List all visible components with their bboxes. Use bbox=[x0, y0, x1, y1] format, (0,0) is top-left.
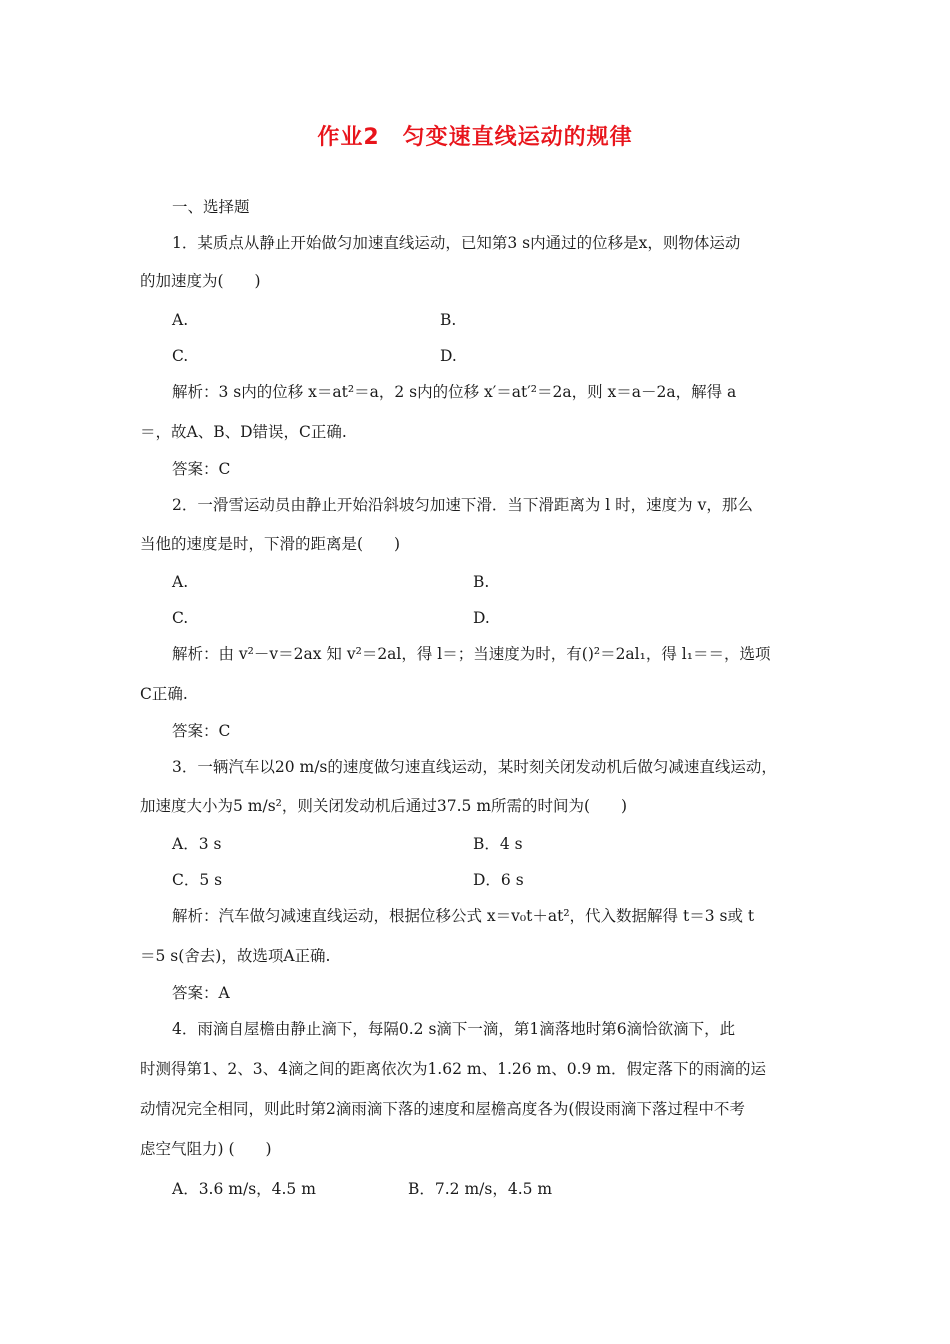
q4-option-b: B．7.2 m/s，4.5 m bbox=[408, 1180, 553, 1198]
q2-option-d: D. bbox=[473, 609, 490, 627]
q3-option-c: C．5 s bbox=[172, 871, 223, 889]
q4-option-a: A．3.6 m/s，4.5 m bbox=[172, 1180, 316, 1198]
q2-analysis-line2: C正确. bbox=[140, 685, 188, 703]
q4-stem-line4: 虑空气阻力) ( ) bbox=[140, 1140, 272, 1158]
q2-analysis-line1: 解析：由 v²－v＝2ax 知 v²＝2al，得 l＝；当速度为时，有()²＝2al₁，得 l₁＝＝，选项 bbox=[172, 645, 771, 663]
q2-option-a: A. bbox=[172, 573, 189, 591]
q1-stem-line2: 的加速度为( ) bbox=[140, 272, 261, 290]
section-heading: 一、选择题 bbox=[172, 198, 250, 216]
q3-option-d: D．6 s bbox=[473, 871, 524, 889]
q2-option-b: B. bbox=[473, 573, 490, 591]
q3-stem-line2: 加速度大小为5 m/s²，则关闭发动机后通过37.5 m所需的时间为( ) bbox=[140, 797, 628, 815]
q3-analysis-line2: ＝5 s(舍去)，故选项A正确. bbox=[140, 947, 331, 965]
q3-analysis-line1: 解析：汽车做匀减速直线运动，根据位移公式 x＝v₀t＋at²，代入数据解得 t＝3 s或 t bbox=[172, 907, 755, 925]
q4-stem-line1: 4．雨滴自屋檐由静止滴下，每隔0.2 s滴下一滴，第1滴落地时第6滴恰欲滴下，此 bbox=[172, 1020, 736, 1038]
q4-stem-line3: 动情况完全相同，则此时第2滴雨滴下落的速度和屋檐高度各为(假设雨滴下落过程中不考 bbox=[140, 1100, 745, 1118]
q3-option-b: B．4 s bbox=[473, 835, 523, 853]
q2-stem-line2: 当他的速度是时，下滑的距离是( ) bbox=[140, 535, 401, 553]
q1-answer: 答案：C bbox=[172, 460, 231, 478]
q1-stem-line1: 1．某质点从静止开始做匀加速直线运动，已知第3 s内通过的位移是x，则物体运动 bbox=[172, 234, 741, 252]
q4-stem-line2: 时测得第1、2、3、4滴之间的距离依次为1.62 m、1.26 m、0.9 m．假定落下的雨滴的运 bbox=[140, 1060, 766, 1078]
q1-analysis-line1: 解析：3 s内的位移 x＝at²＝a，2 s内的位移 x′＝at′²＝2a，则 x＝a－2a，解得 a bbox=[172, 383, 737, 401]
q1-option-d: D. bbox=[440, 347, 457, 365]
q2-stem-line1: 2．一滑雪运动员由静止开始沿斜坡匀加速下滑．当下滑距离为 l 时，速度为 v，那么 bbox=[172, 496, 753, 514]
page-title: 作业2 匀变速直线运动的规律 bbox=[317, 125, 633, 150]
q3-option-a: A．3 s bbox=[172, 835, 222, 853]
q2-option-c: C. bbox=[172, 609, 189, 627]
q1-option-c: C. bbox=[172, 347, 189, 365]
q1-option-a: A. bbox=[172, 311, 189, 329]
q3-stem-line1: 3．一辆汽车以20 m/s的速度做匀速直线运动，某时刻关闭发动机后做匀减速直线运动， bbox=[172, 758, 777, 776]
q3-answer: 答案：A bbox=[172, 984, 230, 1002]
q1-option-b: B. bbox=[440, 311, 457, 329]
q1-analysis-line2: ＝，故A、B、D错误，C正确. bbox=[140, 423, 347, 441]
q2-answer: 答案：C bbox=[172, 722, 231, 740]
